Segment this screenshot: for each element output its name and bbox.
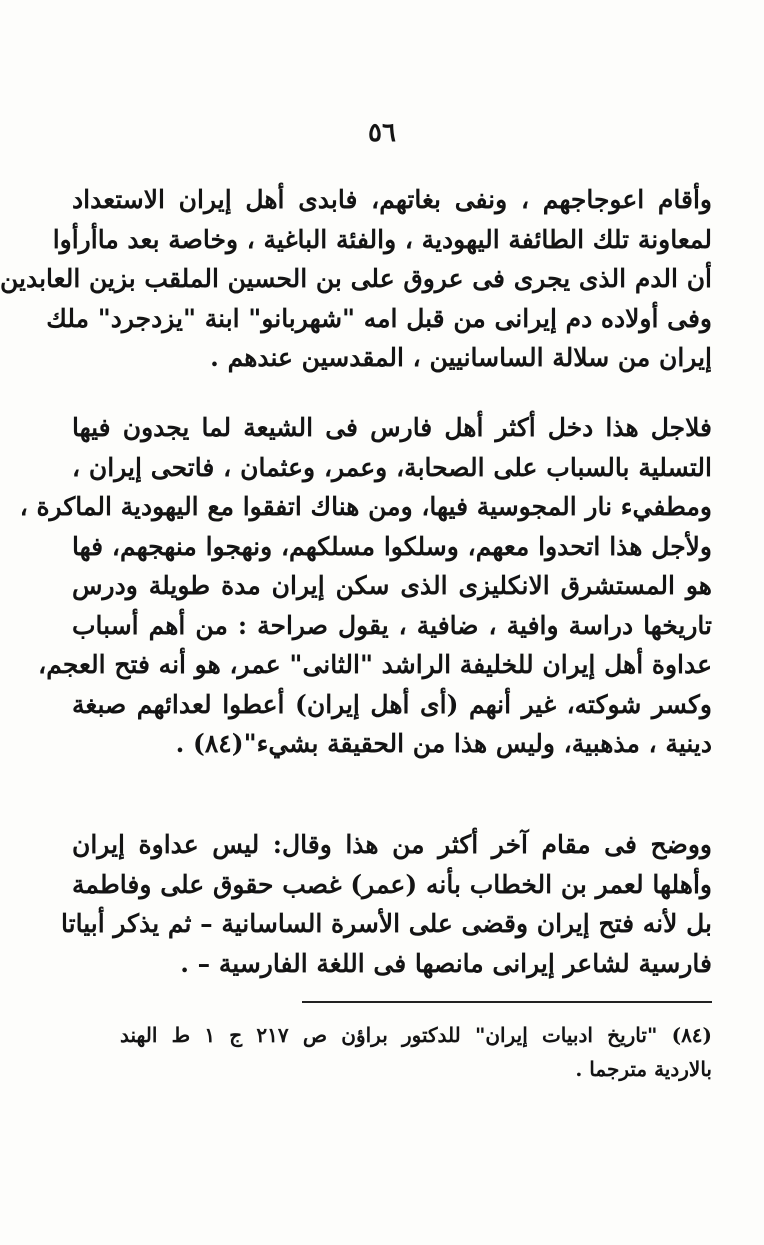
text-line: عداوة أهل إيران للخليفة الراشد "الثانى" عمر، هو أنه فتح العجم، xyxy=(38,650,712,679)
text-line: لمعاونة تلك الطائفة اليهودية ، والفئة الباغية ، وخاصة بعد ماأرأوا xyxy=(52,224,712,254)
text-line: بل لأنه فتح إيران وقضى على الأسرة الساسانية – ثم يذكر أبياتا xyxy=(61,909,712,938)
text-line: فلاجل هذا دخل أكثر أهل فارس فى الشيعة لما يجدون فيها xyxy=(72,413,712,442)
footnote-divider xyxy=(302,1001,712,1003)
text-line: وفى أولاده دم إيرانى من قبل امه "شهربانو" ابنة "يزدجرد" ملك xyxy=(46,303,712,333)
text-line: ومطفيء نار المجوسية فيها، ومن هناك اتفقوا مع اليهودية الماكرة ، xyxy=(19,492,712,521)
text-line: التسلية بالسباب على الصحابة، وعمر، وعثمان ، فاتحى إيران ، xyxy=(72,452,712,482)
footnote xyxy=(120,1018,712,1086)
text-line: ووضح فى مقام آخر أكثر من هذا وقال: ليس عداوة إيران xyxy=(72,830,712,859)
footnote-line: (٨٤) "تاريخ ادبيات إيران" للدكتور براؤن ص ٢١٧ ج ١ ط الهند xyxy=(120,1023,713,1047)
text-line: إيران من سلالة الساسانيين ، المقدسين عندهم . xyxy=(210,343,712,372)
text-line: دينية ، مذهبية، وليس هذا من الحقيقة بشيء"(٨٤) . xyxy=(175,729,712,758)
text-line: فارسية لشاعر إيرانى مانصها فى اللغة الفارسية – . xyxy=(180,948,712,978)
text-line: هو المستشرق الانكليزى الذى سكن إيران مدة طويلة ودرس xyxy=(72,571,712,600)
text-line: وأهلها لعمر بن الخطاب بأنه (عمر) غصب حقوق على وفاطمة xyxy=(72,869,712,899)
text-line: ولأجل هذا اتحدوا معهم، وسلكوا مسلكهم، ونهجوا منهجهم، فها xyxy=(72,531,712,561)
paragraph-1 xyxy=(0,180,712,378)
paragraph-3 xyxy=(61,825,712,983)
paragraph-2 xyxy=(19,408,712,764)
text-line: وأقام اعوجاجهم ، ونفى بغاتهم، فابدى أهل إيران الاستعداد xyxy=(72,185,712,214)
footnote-line: بالاردية مترجما . xyxy=(575,1057,712,1081)
text-line: تاريخها دراسة وافية ، ضافية ، يقول صراحة : من أهم أسباب xyxy=(72,610,712,640)
page-number: ٥٦ xyxy=(368,118,396,148)
text-line: وكسر شوكته، غير أنهم (أى أهل إيران) أعطوا لعدائهم صبغة xyxy=(72,689,712,719)
text-line: أن الدم الذى يجرى فى عروق على بن الحسين الملقب بزين العابدين xyxy=(0,264,712,293)
